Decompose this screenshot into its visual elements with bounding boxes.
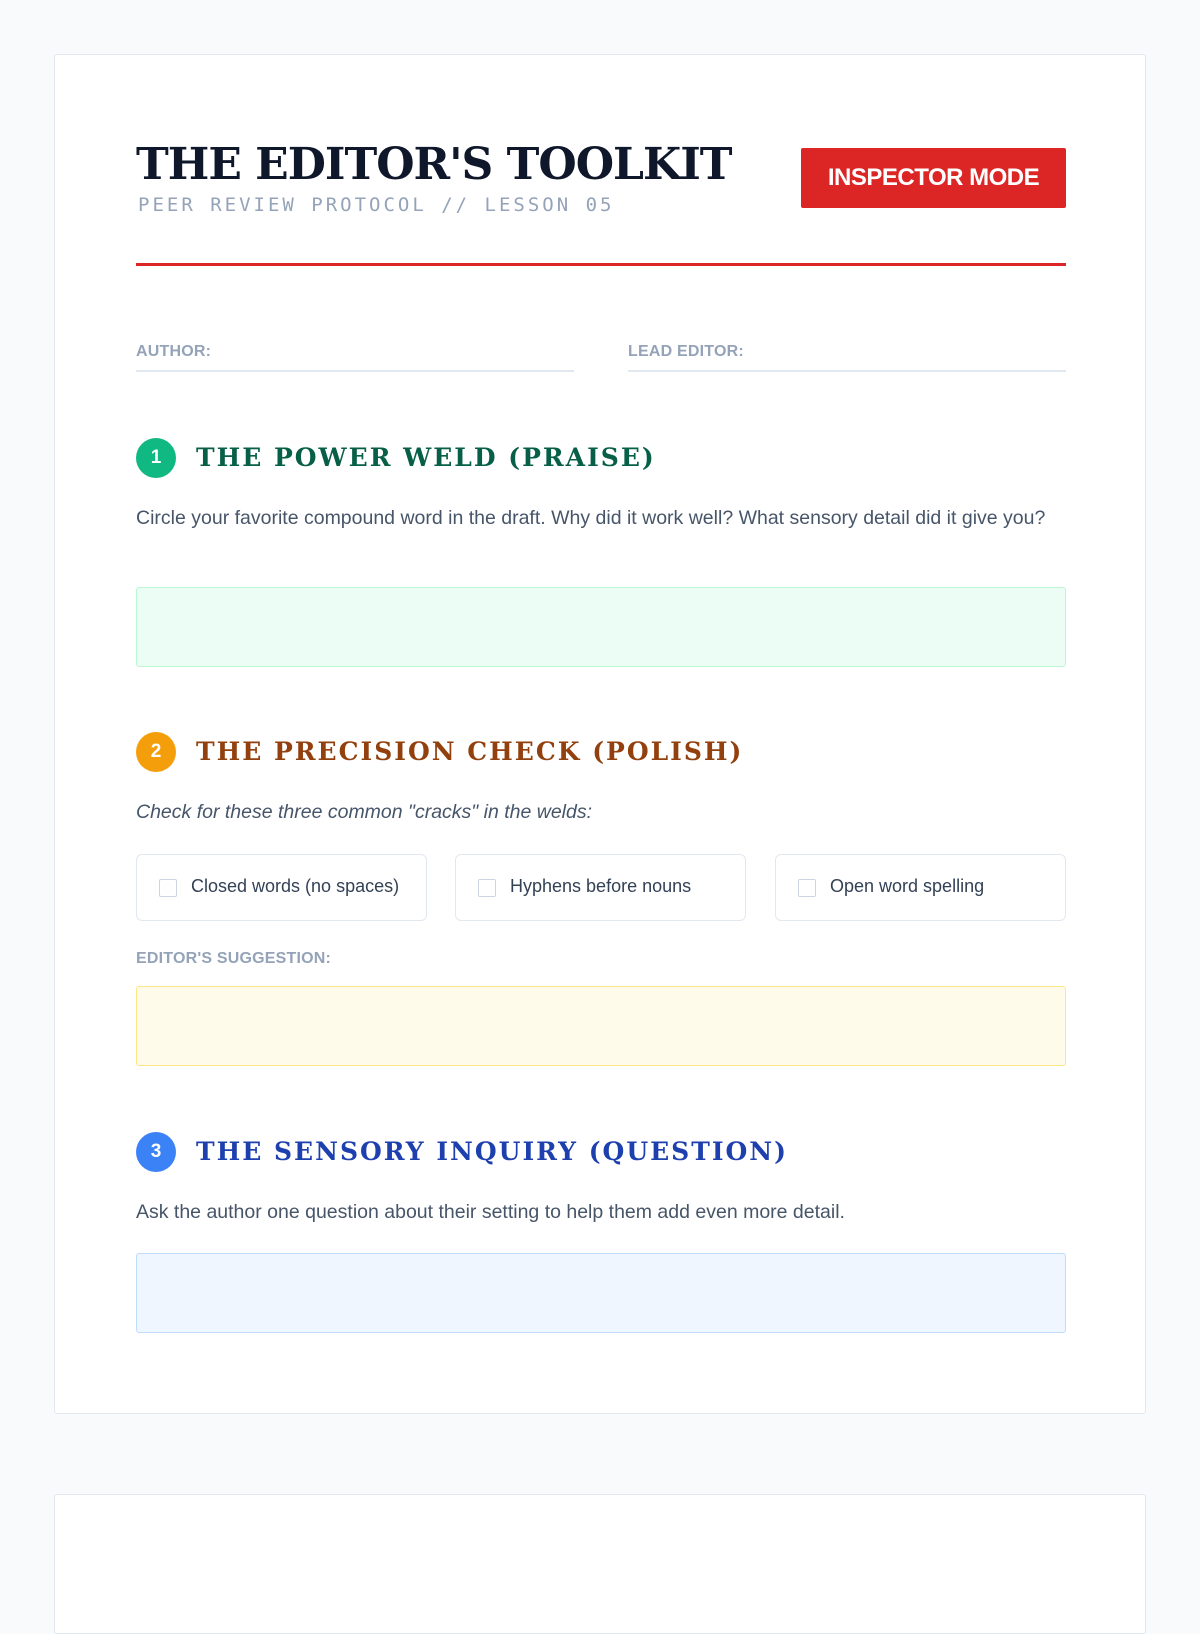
worksheet-card: [54, 54, 1146, 1414]
checklist-item-closed-words[interactable]: [136, 854, 427, 921]
section-2-number-badge: 2: [136, 732, 176, 772]
lead-editor-field: [628, 340, 1066, 372]
suggestion-label: EDITOR'S SUGGESTION:: [136, 950, 332, 967]
section-2-prompt: Check for these three common "cracks" in the welds:: [136, 801, 593, 823]
section-3-title: THE SENSORY INQUIRY (QUESTION): [196, 1137, 788, 1166]
suggestion-answer-box[interactable]: [136, 986, 1066, 1066]
section-3-number-badge: 3: [136, 1132, 176, 1172]
checklist-label: Closed words (no spaces): [191, 876, 400, 896]
checkbox-icon[interactable]: [159, 879, 177, 897]
next-page-card: [54, 1494, 1146, 1634]
checklist-label: Open word spelling: [830, 876, 985, 896]
section-3-prompt: Ask the author one question about their setting to help them add even more detail.: [136, 1201, 845, 1223]
header-divider: [136, 263, 1066, 266]
question-answer-box[interactable]: [136, 1253, 1066, 1333]
lead-editor-label: LEAD EDITOR:: [628, 343, 744, 360]
checkbox-icon[interactable]: [478, 879, 496, 897]
checklist-label: Hyphens before nouns: [510, 876, 692, 896]
section-3-header: [136, 1132, 1066, 1172]
section-1-prompt: Circle your favorite compound word in the draft. Why did it work well? What sensory detail did it give you?: [136, 507, 1046, 529]
author-field: [136, 340, 574, 372]
page-subtitle: PEER REVIEW PROTOCOL // LESSON 05: [138, 194, 615, 216]
checklist-item-open-words[interactable]: [775, 854, 1066, 921]
section-1-header: [136, 438, 1066, 478]
praise-answer-box[interactable]: [136, 587, 1066, 667]
section-2-header: [136, 732, 1066, 772]
inspector-mode-button[interactable]: INSPECTOR MODE: [801, 148, 1066, 208]
author-label: AUTHOR:: [136, 343, 212, 360]
section-1-title: THE POWER WELD (PRAISE): [196, 443, 656, 472]
section-1-number-badge: 1: [136, 438, 176, 478]
page-title: THE EDITOR'S TOOLKIT: [136, 139, 732, 190]
worksheet-header: [136, 137, 1066, 261]
checklist-item-hyphens[interactable]: [455, 854, 746, 921]
lead-editor-input[interactable]: [753, 340, 1066, 370]
checkbox-icon[interactable]: [798, 879, 816, 897]
author-input[interactable]: [286, 340, 574, 370]
section-2-title: THE PRECISION CHECK (POLISH): [196, 737, 744, 766]
